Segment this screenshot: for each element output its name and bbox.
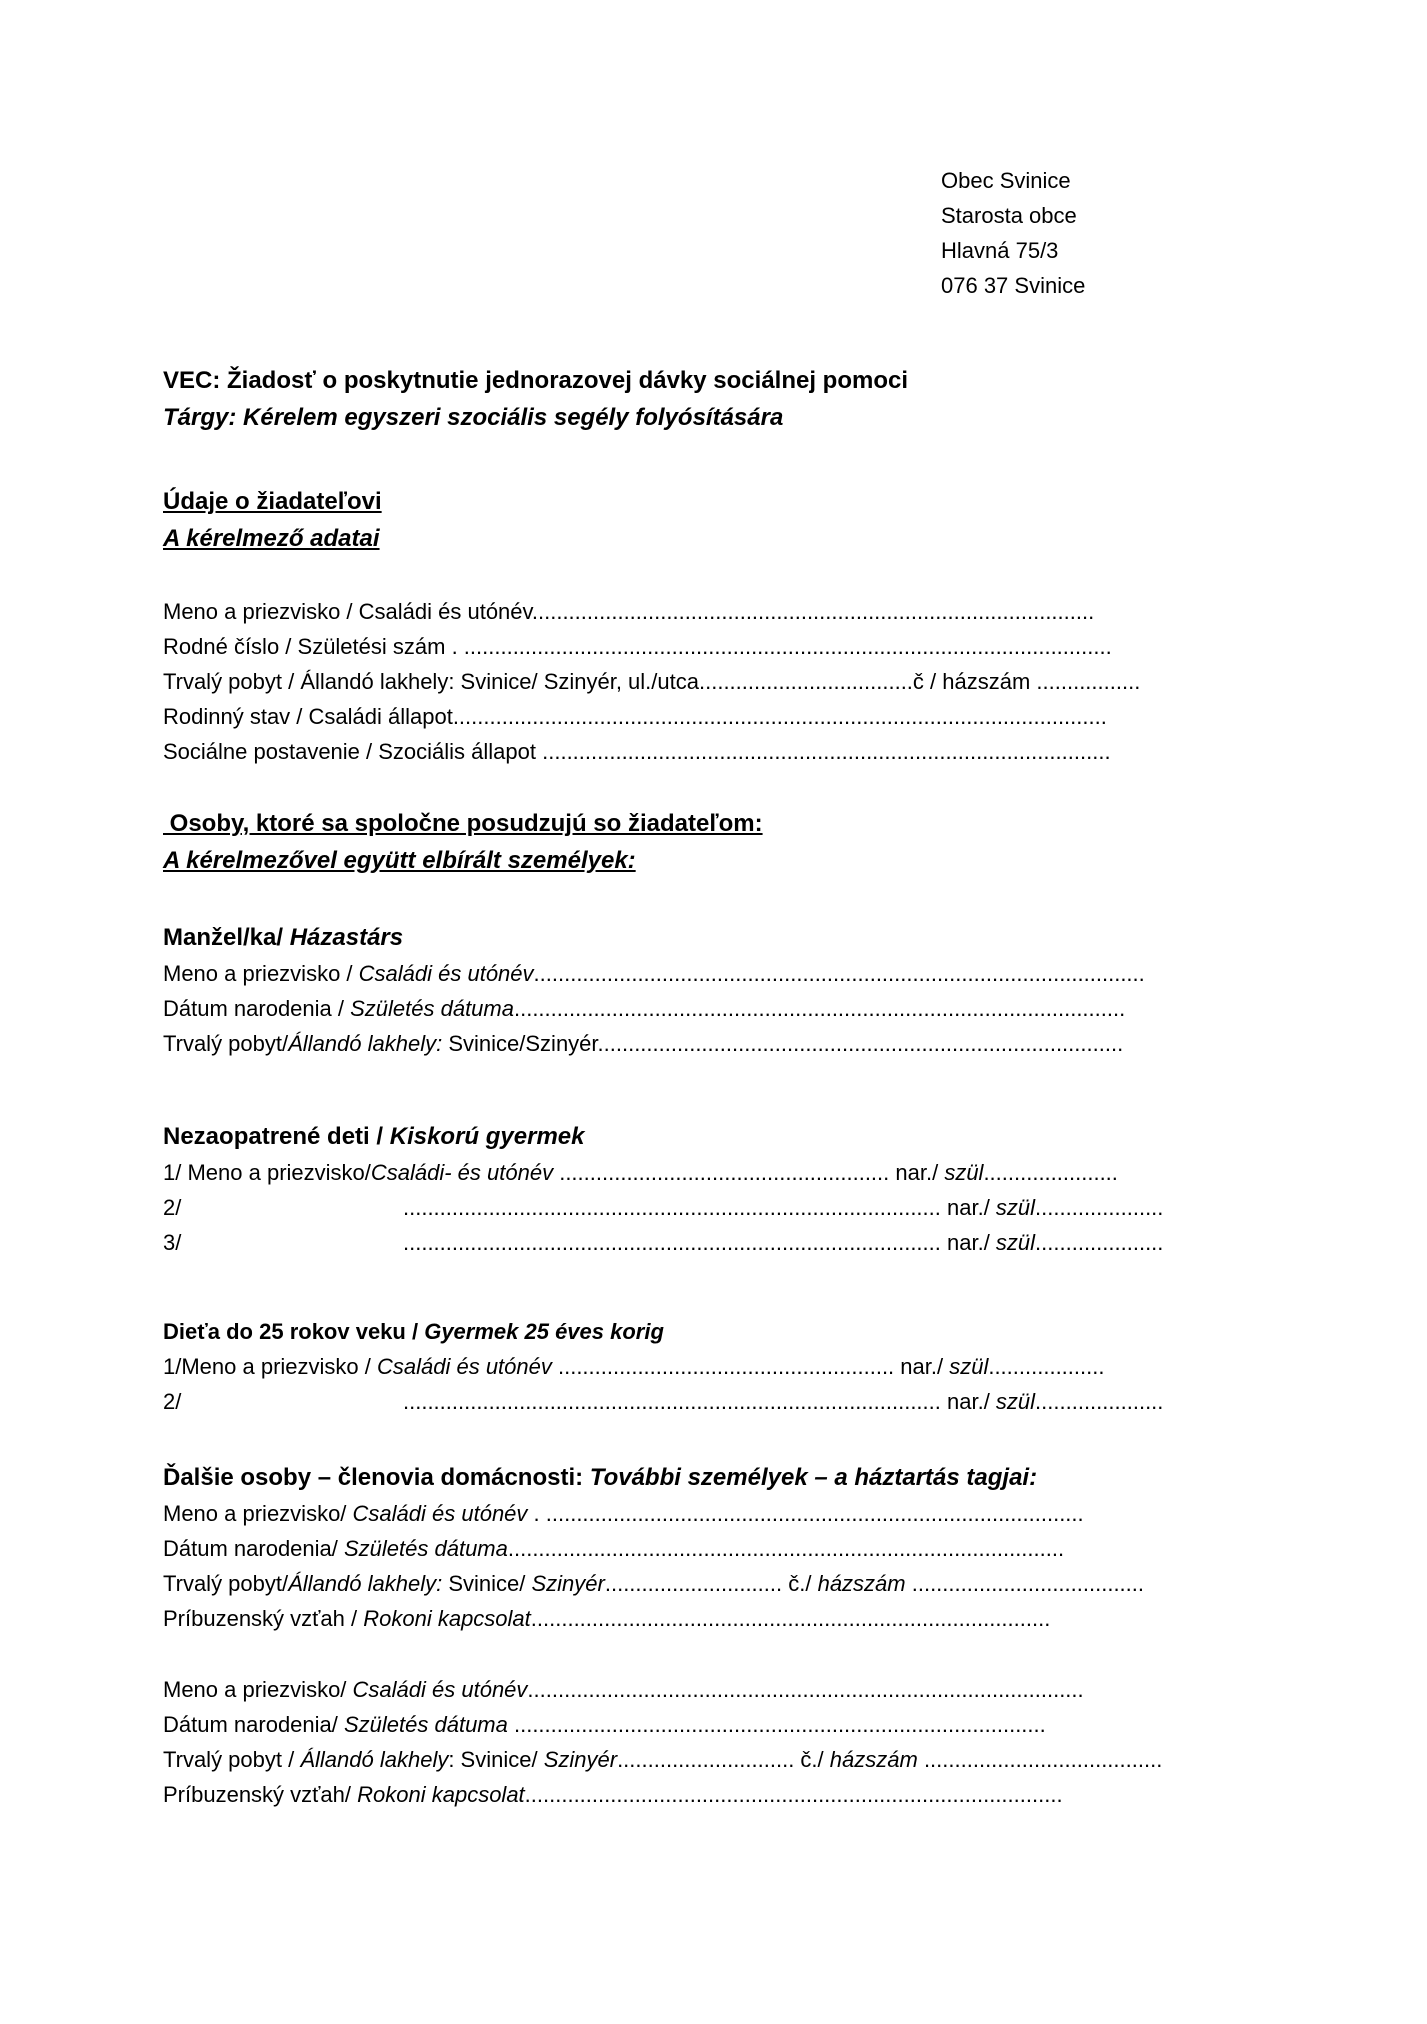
- label-sk: Dátum narodenia/: [163, 1536, 344, 1561]
- subject-hu: Tárgy: Kérelem egyszeri szociális segély folyósítására: [163, 404, 784, 431]
- fill-dots: .....................: [1035, 1230, 1164, 1255]
- spouse-dob-line[interactable]: [163, 991, 1273, 1026]
- recipient-address: [941, 163, 1085, 303]
- label-sk: Meno a priezvisko/: [163, 1677, 353, 1702]
- label-sk: Meno a priezvisko/: [163, 1501, 353, 1526]
- spouse-title-sk: Manžel/ka/: [163, 924, 290, 951]
- child25-title: [163, 1314, 1273, 1349]
- label-hu: szül: [944, 1160, 984, 1185]
- label-sk: Príbuzenský vzťah /: [163, 1606, 364, 1631]
- spouse-title: [163, 919, 1273, 956]
- form-field-line[interactable]: Rodné číslo / Születési szám . ..........................................................................................................: [163, 634, 1112, 659]
- fill-dots: . ........................................................................................: [527, 1501, 1084, 1526]
- label-sk: Dátum narodenia /: [163, 996, 351, 1021]
- fill-dots: ............................. č./: [604, 1571, 818, 1596]
- persons-title-hu: A kérelmezővel együtt elbírált személyek:: [163, 847, 636, 874]
- label-hu: szül: [995, 1389, 1036, 1414]
- fill-dots: ....................................................................................................: [533, 961, 1145, 986]
- fill-dots: ............................. č./: [617, 1747, 830, 1772]
- label-hu: Születés dátuma: [350, 996, 514, 1021]
- label-hu: Állandó lakhely: [300, 1747, 449, 1772]
- children-title: [163, 1118, 1273, 1155]
- label-hu: Állandó lakhely:: [288, 1031, 443, 1056]
- label-hu: szül: [995, 1230, 1036, 1255]
- label-sk: Trvalý pobyt/: [163, 1571, 289, 1596]
- label-hu: Születés dátuma: [344, 1536, 508, 1561]
- label-hu: Rokoni kapcsolat: [357, 1782, 525, 1807]
- label-hu: Családi- és utónév: [370, 1160, 554, 1185]
- fill-dots: ........................................................................................ nar./: [403, 1389, 996, 1414]
- spouse-section: [163, 919, 1273, 1061]
- other-name-line[interactable]: [163, 1672, 1273, 1707]
- fill-dots: ....................................................... nar./: [551, 1354, 950, 1379]
- label-hu: Állandó lakhely:: [288, 1571, 443, 1596]
- other-name-line[interactable]: [163, 1496, 1273, 1531]
- label-sk: Meno a priezvisko /: [163, 961, 359, 986]
- label-hu: házszám: [829, 1747, 918, 1772]
- other-relation-line[interactable]: [163, 1601, 1273, 1636]
- label-hu: házszám: [817, 1571, 906, 1596]
- applicant-section: [163, 483, 382, 557]
- persons-title-sk: Osoby, ktoré sa spoločne posudzujú so žiadateľom:: [163, 810, 763, 837]
- fill-dots: ...........................................................................................: [507, 1536, 1065, 1561]
- label-sk: Dátum narodenia/: [163, 1712, 344, 1737]
- child-row[interactable]: [163, 1225, 1273, 1260]
- child25-row[interactable]: [163, 1384, 1273, 1419]
- fill-dots: ...................................................... nar./: [553, 1160, 945, 1185]
- form-field-line[interactable]: Rodinný stav / Családi állapot...........................................................................................................: [163, 704, 1107, 729]
- fill-dots: .....................: [1035, 1195, 1164, 1220]
- child-row[interactable]: [163, 1155, 1273, 1190]
- child25-title-sk: Dieťa do 25 rokov veku /: [163, 1319, 425, 1344]
- persons-section: [163, 805, 763, 879]
- label-hu: Családi és utónév: [352, 1501, 528, 1526]
- address-line: Starosta obce: [941, 203, 1077, 228]
- fill-dots: ....................................................................................................: [513, 996, 1126, 1021]
- other-residence-line[interactable]: [163, 1742, 1273, 1777]
- child25-row[interactable]: [163, 1349, 1273, 1384]
- address-line: 076 37 Svinice: [941, 273, 1086, 298]
- applicant-title-sk: Údaje o žiadateľovi: [163, 488, 382, 515]
- other-residence-line[interactable]: [163, 1566, 1273, 1601]
- label-hu: Családi és utónév: [376, 1354, 552, 1379]
- label-sk: Svinice/: [442, 1571, 532, 1596]
- child-row[interactable]: [163, 1190, 1273, 1225]
- others-title: [163, 1459, 1273, 1496]
- label-sk: Trvalý pobyt /: [163, 1747, 301, 1772]
- other-dob-line[interactable]: [163, 1707, 1273, 1742]
- fill-dots: ........................................................................................ nar./: [403, 1195, 996, 1220]
- others-title-hu: További személyek – a háztartás tagjai:: [589, 1464, 1038, 1491]
- label-hu: Születés dátuma: [344, 1712, 508, 1737]
- row-number: 2/: [163, 1389, 182, 1414]
- applicant-fields: [163, 594, 1273, 769]
- fill-dots: ......................: [983, 1160, 1118, 1185]
- others-title-sk: Ďalšie osoby – členovia domácnosti:: [163, 1464, 590, 1491]
- label-hu: Családi és utónév: [352, 1677, 528, 1702]
- label-hu: Szinyér: [543, 1747, 618, 1772]
- subject-sk: VEC: Žiadosť o poskytnutie jednorazovej dávky sociálnej pomoci: [163, 367, 909, 394]
- label-sk: : Svinice/: [448, 1747, 544, 1772]
- fill-dots: .....................: [1035, 1389, 1164, 1414]
- label-sk: 1/ Meno a priezvisko/: [163, 1160, 371, 1185]
- label-hu: szül: [995, 1195, 1036, 1220]
- spouse-title-hu: Házastárs: [289, 924, 404, 951]
- other-relation-line[interactable]: [163, 1777, 1273, 1812]
- children-title-sk: Nezaopatrené deti /: [163, 1123, 390, 1150]
- fill-dots: ......................................: [905, 1571, 1145, 1596]
- child25-title-hu: Gyermek 25 éves korig: [424, 1319, 664, 1344]
- fill-dots: .......................................: [917, 1747, 1163, 1772]
- label-hu: szül: [949, 1354, 989, 1379]
- spouse-residence-line[interactable]: [163, 1026, 1273, 1061]
- row-number: 3/: [163, 1230, 182, 1255]
- label-sk: Príbuzenský vzťah/: [163, 1782, 358, 1807]
- address-line: Hlavná 75/3: [941, 238, 1059, 263]
- label-sk: 1/Meno a priezvisko /: [163, 1354, 377, 1379]
- row-number: 2/: [163, 1195, 182, 1220]
- fill-dots: ........................................................................................: [524, 1782, 1063, 1807]
- label-hu: Rokoni kapcsolat: [363, 1606, 531, 1631]
- children-section: [163, 1118, 1273, 1260]
- form-field-line[interactable]: Trvalý pobyt / Állandó lakhely: Svinice/ Szinyér, ul./utca...................................č / házszám .................: [163, 669, 1141, 694]
- form-field-line[interactable]: Sociálne postavenie / Szociális állapot .............................................................................................: [163, 739, 1111, 764]
- label-hu: Szinyér: [531, 1571, 605, 1596]
- others-section: [163, 1459, 1273, 1636]
- label-hu: Családi és utónév: [358, 961, 534, 986]
- fill-dots: .....................................................................................: [530, 1606, 1051, 1631]
- applicant-title-hu: A kérelmező adatai: [163, 525, 380, 552]
- subject-block: [163, 362, 908, 436]
- fill-dots: Svinice/Szinyér......................................................................................: [442, 1031, 1124, 1056]
- fill-dots: ...........................................................................................: [527, 1677, 1084, 1702]
- other-dob-line[interactable]: [163, 1531, 1273, 1566]
- fill-dots: ...................: [988, 1354, 1105, 1379]
- fill-dots: ........................................................................................ nar./: [403, 1230, 996, 1255]
- fill-dots: .......................................................................................: [507, 1712, 1046, 1737]
- others-person-2: [163, 1672, 1273, 1812]
- form-field-line[interactable]: Meno a priezvisko / Családi és utónév............................................................................................: [163, 599, 1095, 624]
- child25-section: [163, 1314, 1273, 1419]
- label-sk: Trvalý pobyt/: [163, 1031, 289, 1056]
- spouse-name-line[interactable]: [163, 956, 1273, 991]
- address-line: Obec Svinice: [941, 168, 1071, 193]
- children-title-hu: Kiskorú gyermek: [389, 1123, 585, 1150]
